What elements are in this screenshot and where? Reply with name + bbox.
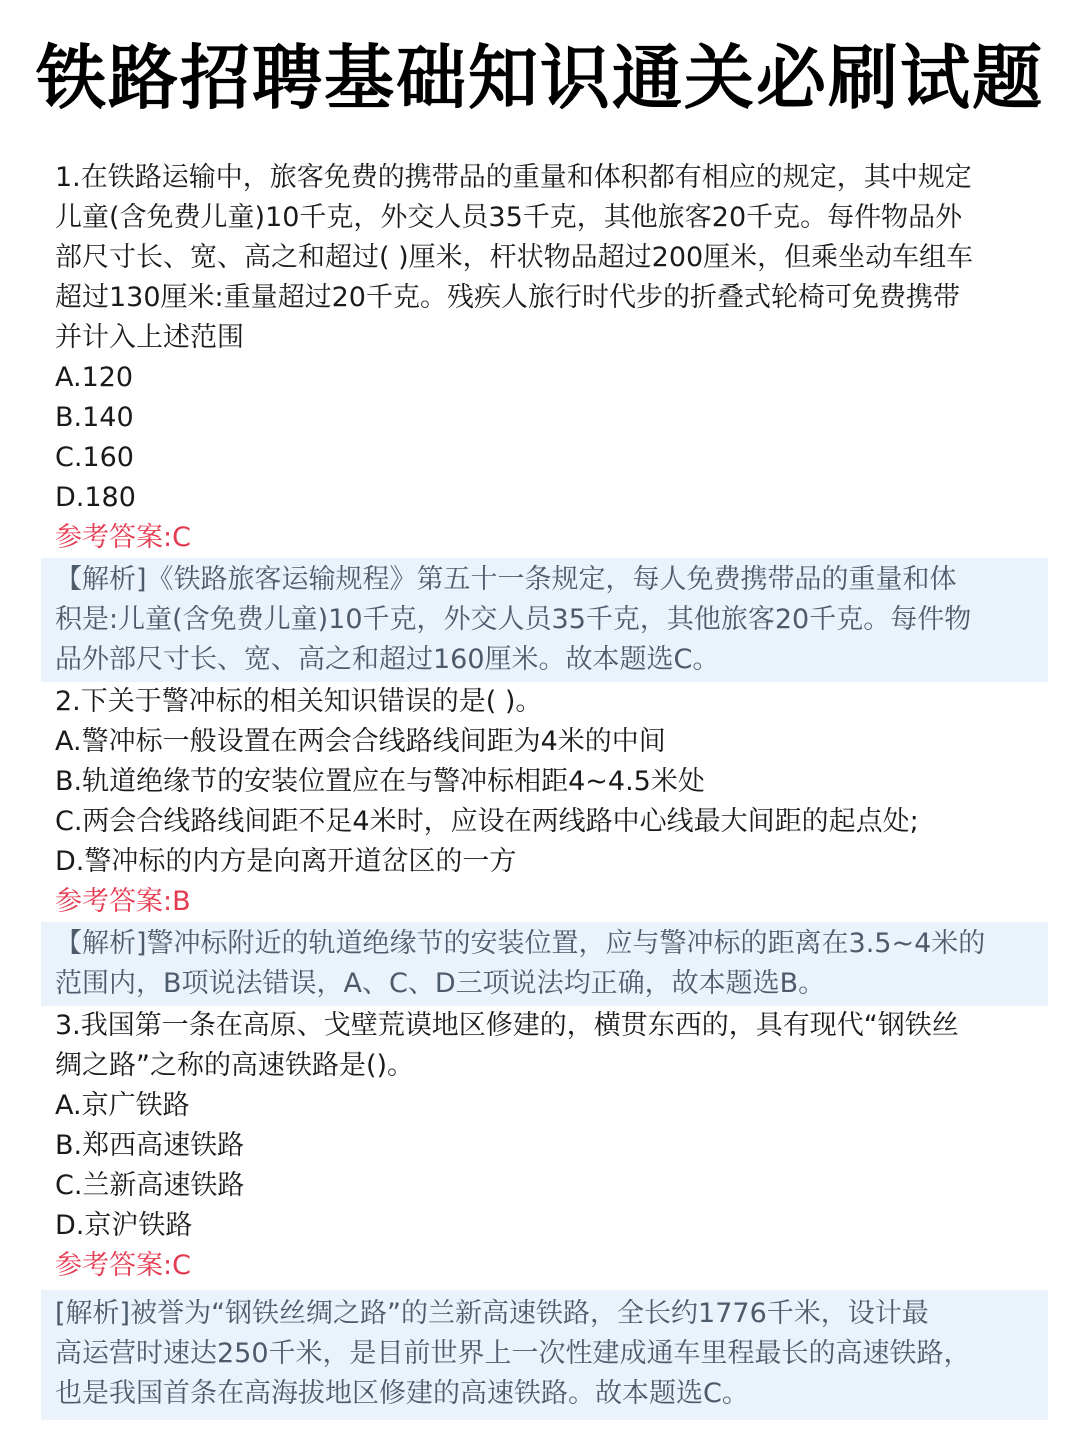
option-d: D.警冲标的内方是向离开道岔区的一方: [55, 846, 517, 877]
question-list: [55, 158, 1040, 1420]
option-a: A.警冲标一般设置在两会合线路线间距为4米的中间: [55, 726, 666, 757]
question-stem-line: 部尺寸长、宽、高之和超过( )厘米，杆状物品超过200厘米，但乘坐动车组车: [55, 242, 974, 273]
analysis-line: 【解析]《铁路旅客运输规程》第五十一条规定，每人免费携带品的重量和体: [55, 564, 957, 595]
question-stem-line: 3.我国第一条在高原、戈壁荒谟地区修建的，横贯东西的，具有现代“钢铁丝: [55, 1010, 959, 1041]
reference-answer: 参考答案:C: [55, 1250, 191, 1281]
option-c: C.兰新高速铁路: [55, 1170, 245, 1201]
option-d: D.180: [55, 482, 136, 513]
analysis-line: 【解析]警冲标附近的轨道绝缘节的安装位置，应与警冲标的距离在3.5~4米的: [55, 928, 986, 959]
option-b: B.轨道绝缘节的安装位置应在与警冲标相距4~4.5米处: [55, 766, 705, 797]
analysis-box: [41, 1290, 1048, 1420]
question-stem-line: 并计入上述范围: [55, 322, 244, 353]
option-c: C.两会合线路线间距不足4米时，应设在两线路中心线最大间距的起点处;: [55, 806, 919, 837]
analysis-line: 也是我国首条在高海拔地区修建的高速铁路。故本题选C。: [55, 1378, 749, 1409]
option-c: C.160: [55, 442, 134, 473]
analysis-box: [41, 558, 1048, 682]
question-stem-line: 超过130厘米:重量超过20千克。残疾人旅行时代步的折叠式轮椅可免费携带: [55, 282, 960, 313]
reference-answer: 参考答案:C: [55, 522, 191, 553]
analysis-line: 品外部尺寸长、宽、高之和超过160厘米。故本题选C。: [55, 644, 720, 675]
analysis-line: 高运营时速达250千米，是目前世界上一次性建成通车里程最长的高速铁路，: [55, 1338, 971, 1369]
analysis-line: 积是:儿童(含免费儿童)10千克，外交人员35千克，其他旅客20千克。每件物: [55, 604, 972, 635]
question-stem-line: 1.在铁路运输中，旅客免费的携带品的重量和体积都有相应的规定，其中规定: [55, 162, 972, 193]
analysis-box: [41, 922, 1048, 1006]
question-1: [55, 158, 1040, 682]
option-a: A.京广铁路: [55, 1090, 190, 1121]
page-title: 铁路招聘基础知识通关必刷试题: [36, 37, 1044, 119]
question-stem-line: 儿童(含免费儿童)10千克，外交人员35千克，其他旅客20千克。每件物品外: [55, 202, 963, 233]
question-2: [55, 682, 1040, 1006]
option-d: D.京沪铁路: [55, 1210, 193, 1241]
question-3: [55, 1006, 1040, 1420]
question-stem-line: 2.下关于警冲标的相关知识错误的是( )。: [55, 686, 543, 717]
option-a: A.120: [55, 362, 134, 393]
analysis-line: 范围内，B项说法错误，A、C、D三项说法均正确，故本题选B。: [55, 968, 826, 999]
reference-answer: 参考答案:B: [55, 886, 191, 917]
question-stem-line: 绸之路”之称的高速铁路是()。: [55, 1050, 415, 1081]
option-b: B.郑西高速铁路: [55, 1130, 245, 1161]
option-b: B.140: [55, 402, 134, 433]
analysis-line: [解析]被誉为“钢铁丝绸之路”的兰新高速铁路，全长约1776千米，设计最: [55, 1298, 929, 1329]
